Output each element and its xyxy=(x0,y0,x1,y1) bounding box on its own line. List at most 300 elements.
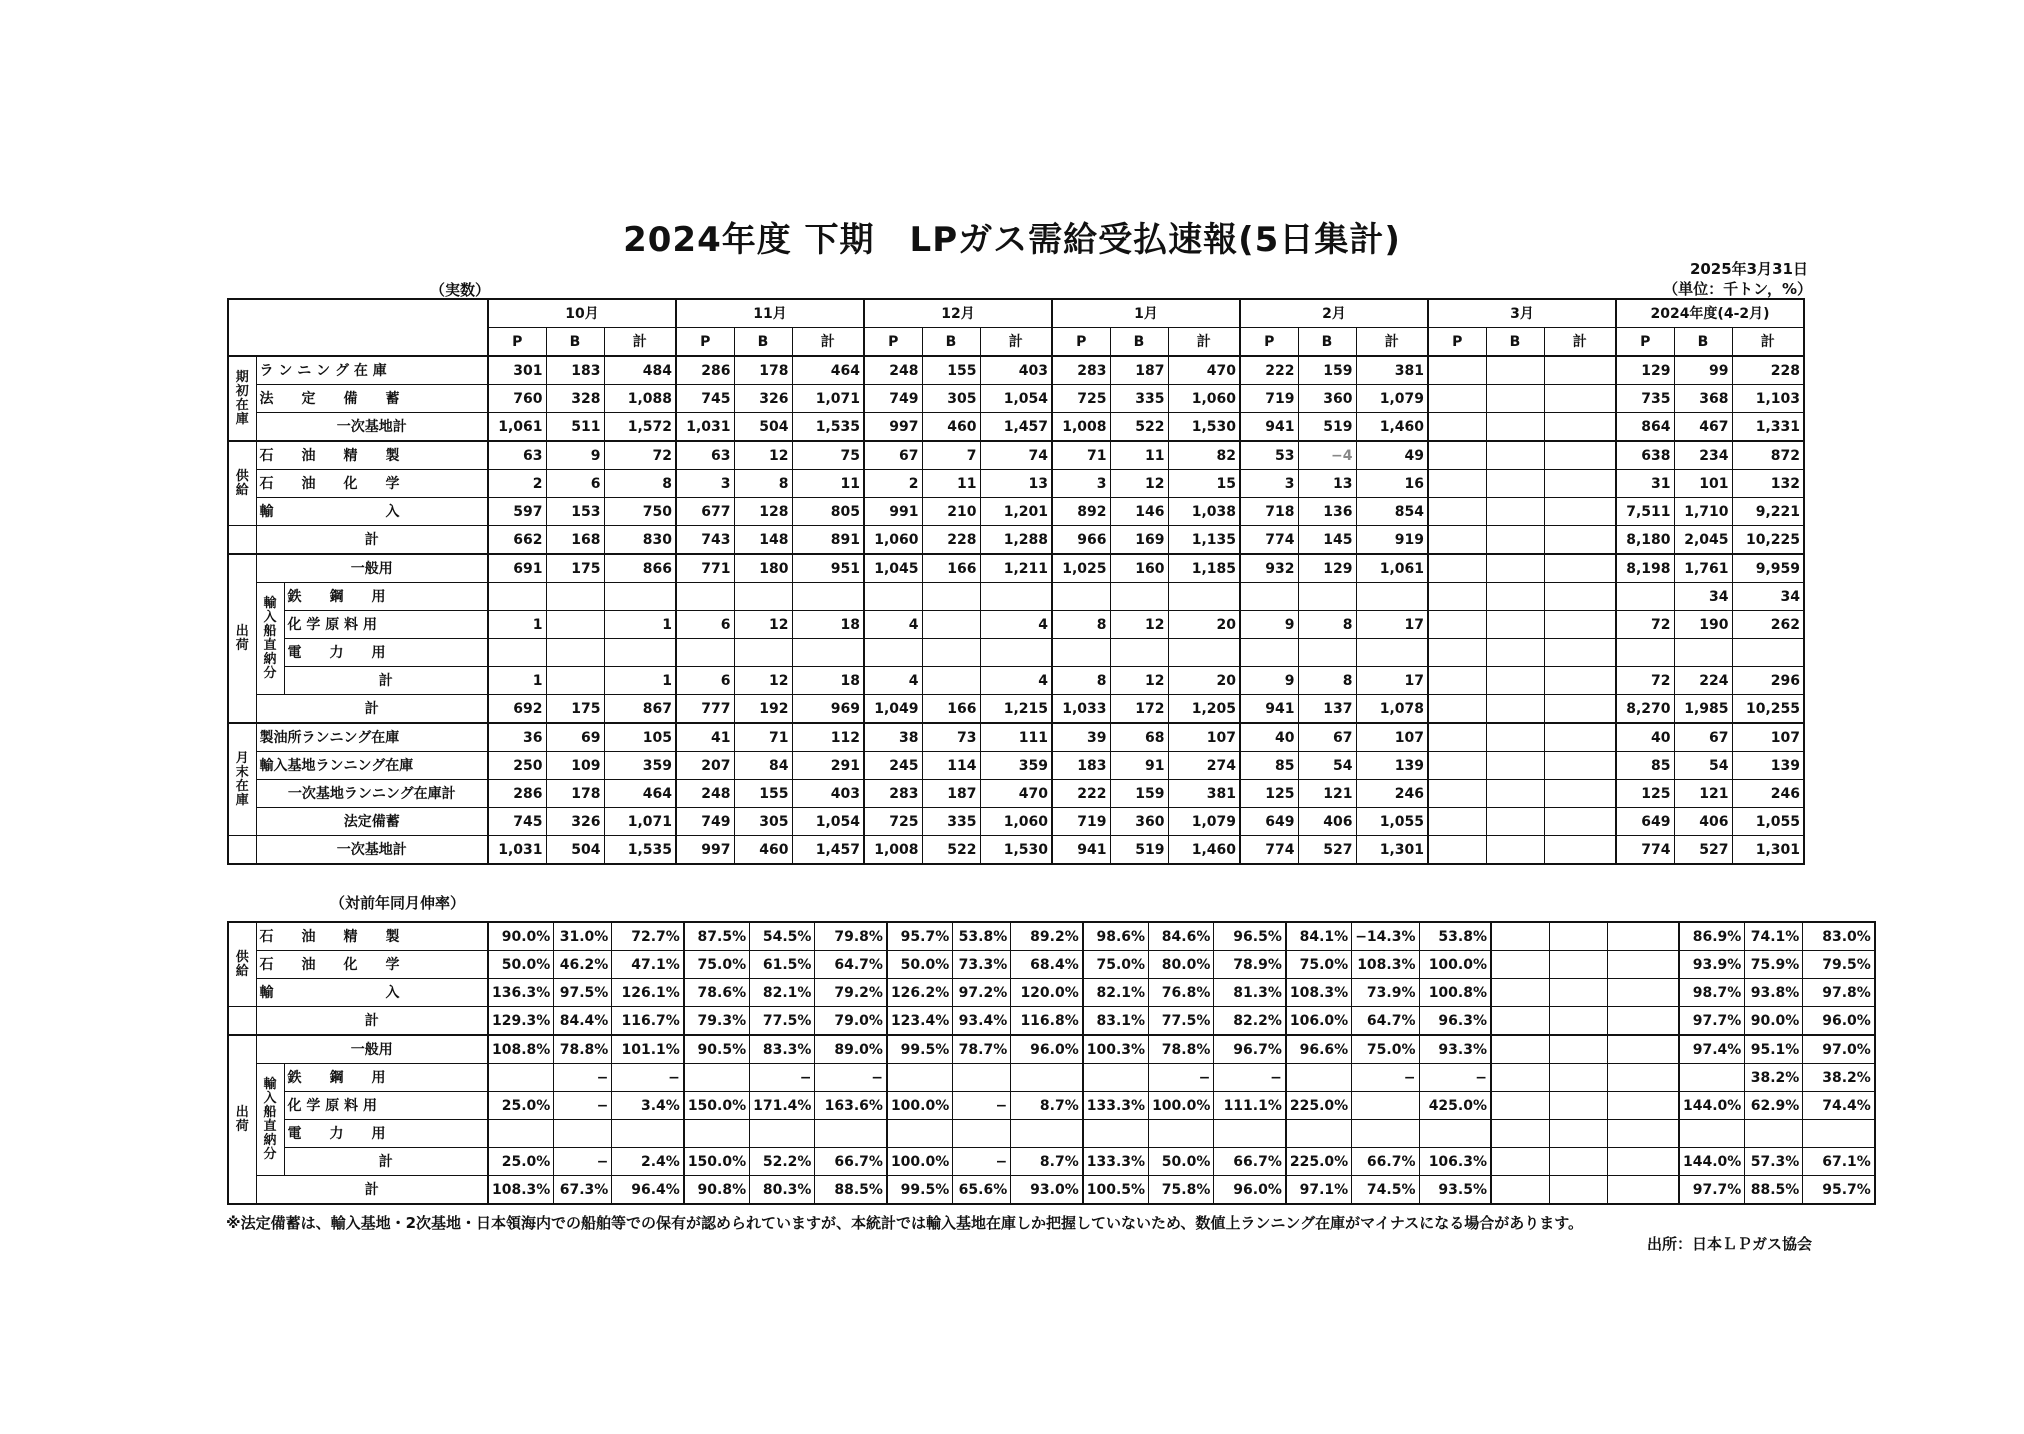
value-cell xyxy=(1607,1148,1679,1176)
value-cell: 1,061 xyxy=(488,413,546,442)
value-cell xyxy=(1616,583,1674,611)
value-cell: 146 xyxy=(1110,498,1168,526)
subheader-cell: P xyxy=(676,328,734,357)
value-cell: 224 xyxy=(1674,667,1732,695)
value-cell: 72.7% xyxy=(612,922,684,951)
value-cell: 64.7% xyxy=(1352,1007,1419,1036)
value-cell: 470 xyxy=(1168,356,1240,385)
value-cell xyxy=(1607,1064,1679,1092)
value-cell: 997 xyxy=(864,413,922,442)
value-cell: 54.5% xyxy=(750,922,815,951)
row-label: 計 xyxy=(284,667,488,695)
value-cell: 13 xyxy=(980,470,1052,498)
value-cell: 97.4% xyxy=(1679,1035,1745,1064)
value-cell xyxy=(864,583,922,611)
value-cell: 192 xyxy=(734,695,792,724)
value-cell xyxy=(1549,1092,1607,1120)
value-cell: 2 xyxy=(488,470,546,498)
value-cell: 1,460 xyxy=(1356,413,1428,442)
value-cell: 504 xyxy=(734,413,792,442)
subheader-cell: B xyxy=(546,328,604,357)
value-cell: 291 xyxy=(792,752,864,780)
value-cell: 1,331 xyxy=(1732,413,1804,442)
section-label-closing-stock: 月 末 在 庫 xyxy=(228,723,256,836)
row-label: 一次基地計 xyxy=(256,836,488,865)
value-cell: 40 xyxy=(1616,723,1674,752)
value-cell: 88.5% xyxy=(1745,1176,1803,1205)
value-cell: 222 xyxy=(1052,780,1110,808)
value-cell: 1,205 xyxy=(1168,695,1240,724)
value-cell xyxy=(1544,808,1616,836)
value-cell: 360 xyxy=(1298,385,1356,413)
value-cell: 53.8% xyxy=(953,922,1011,951)
value-cell xyxy=(1011,1064,1083,1092)
value-cell: 31 xyxy=(1616,470,1674,498)
value-cell: 66.7% xyxy=(1214,1148,1286,1176)
value-cell: 597 xyxy=(488,498,546,526)
value-cell: 159 xyxy=(1110,780,1168,808)
value-cell: 100.0% xyxy=(1419,951,1491,979)
value-cell: 719 xyxy=(1052,808,1110,836)
value-cell: 96.6% xyxy=(1286,1035,1352,1064)
value-cell xyxy=(1549,1176,1607,1205)
value-cell xyxy=(1110,639,1168,667)
value-cell: 360 xyxy=(1110,808,1168,836)
value-cell: 75.0% xyxy=(1083,951,1149,979)
value-cell: 4 xyxy=(980,667,1052,695)
value-cell xyxy=(1607,1007,1679,1036)
value-cell xyxy=(1356,583,1428,611)
subheader-cell: 計 xyxy=(1732,328,1804,357)
value-cell: 12 xyxy=(1110,667,1168,695)
value-cell: 750 xyxy=(604,498,676,526)
value-cell: 129 xyxy=(1616,356,1674,385)
value-cell: 234 xyxy=(1674,441,1732,470)
value-cell: 136 xyxy=(1298,498,1356,526)
value-cell: 61.5% xyxy=(750,951,815,979)
value-cell: 83.3% xyxy=(750,1035,815,1064)
row-label: 計 xyxy=(256,526,488,555)
value-cell xyxy=(1544,498,1616,526)
value-cell: 100.0% xyxy=(887,1148,953,1176)
value-cell: 187 xyxy=(922,780,980,808)
subheader-cell: P xyxy=(1052,328,1110,357)
value-cell: 3.4% xyxy=(612,1092,684,1120)
value-cell: 9 xyxy=(546,441,604,470)
row-label: 輸 入 xyxy=(256,979,488,1007)
value-cell: 691 xyxy=(488,554,546,583)
value-cell: 78.8% xyxy=(1149,1035,1214,1064)
row-label: 石 油 精 製 xyxy=(256,441,488,470)
growth-rate-label: （対前年同月伸率） xyxy=(330,894,466,912)
value-cell: 96.0% xyxy=(1214,1176,1286,1205)
value-cell: 519 xyxy=(1298,413,1356,442)
value-cell: 4 xyxy=(980,611,1052,639)
value-cell: 159 xyxy=(1298,356,1356,385)
value-cell xyxy=(1486,752,1544,780)
value-cell: 8,270 xyxy=(1616,695,1674,724)
value-cell: 38 xyxy=(864,723,922,752)
value-cell: 93.9% xyxy=(1679,951,1745,979)
value-cell: − xyxy=(554,1064,612,1092)
value-cell: 139 xyxy=(1356,752,1428,780)
value-cell xyxy=(488,639,546,667)
value-cell: 148 xyxy=(734,526,792,555)
value-cell: 745 xyxy=(676,385,734,413)
value-cell: 1 xyxy=(488,667,546,695)
row-label: 電 力 用 xyxy=(284,639,488,667)
value-cell: 41 xyxy=(676,723,734,752)
value-cell: 106.3% xyxy=(1419,1148,1491,1176)
value-cell xyxy=(554,1120,612,1148)
value-cell: 296 xyxy=(1732,667,1804,695)
value-cell: 1,530 xyxy=(980,836,1052,865)
value-cell: 504 xyxy=(546,836,604,865)
value-cell: 68.4% xyxy=(1011,951,1083,979)
value-cell: 638 xyxy=(1616,441,1674,470)
value-cell xyxy=(1549,1007,1607,1036)
value-cell: 111 xyxy=(980,723,1052,752)
row-label: 計 xyxy=(256,695,488,724)
value-cell: 52.2% xyxy=(750,1148,815,1176)
value-cell xyxy=(734,639,792,667)
value-cell: 65.6% xyxy=(953,1176,1011,1205)
value-cell xyxy=(1214,1120,1286,1148)
value-cell xyxy=(1298,639,1356,667)
value-cell xyxy=(1549,951,1607,979)
value-cell: 95.7% xyxy=(887,922,953,951)
value-cell: 25.0% xyxy=(488,1148,554,1176)
value-cell: 207 xyxy=(676,752,734,780)
value-cell: 467 xyxy=(1674,413,1732,442)
value-cell: 84.6% xyxy=(1149,922,1214,951)
value-cell xyxy=(1428,470,1486,498)
value-cell: 1,079 xyxy=(1168,808,1240,836)
value-cell: 108.3% xyxy=(1352,951,1419,979)
value-cell: 100.0% xyxy=(887,1092,953,1120)
value-cell: 3 xyxy=(1052,470,1110,498)
value-cell xyxy=(922,583,980,611)
value-cell xyxy=(1428,752,1486,780)
value-cell: 771 xyxy=(676,554,734,583)
value-cell xyxy=(1549,1035,1607,1064)
subheader-cell: P xyxy=(1428,328,1486,357)
value-cell: 2 xyxy=(864,470,922,498)
value-cell: − xyxy=(1352,1064,1419,1092)
value-cell: 171.4% xyxy=(750,1092,815,1120)
value-cell: 71 xyxy=(1052,441,1110,470)
value-cell: 97.7% xyxy=(1679,1007,1745,1036)
value-cell: 1,049 xyxy=(864,695,922,724)
value-cell: 78.6% xyxy=(684,979,750,1007)
value-cell: 1,457 xyxy=(980,413,1052,442)
value-cell: 178 xyxy=(546,780,604,808)
value-cell xyxy=(815,1120,887,1148)
value-cell: 1,985 xyxy=(1674,695,1732,724)
value-cell xyxy=(488,583,546,611)
value-cell: 677 xyxy=(676,498,734,526)
value-cell: 79.8% xyxy=(815,922,887,951)
value-cell: 470 xyxy=(980,780,1052,808)
value-cell xyxy=(1428,808,1486,836)
value-cell: 210 xyxy=(922,498,980,526)
value-cell: 99.5% xyxy=(887,1176,953,1205)
value-cell: 114 xyxy=(922,752,980,780)
value-cell: 891 xyxy=(792,526,864,555)
value-cell: 1,031 xyxy=(676,413,734,442)
value-cell: 178 xyxy=(734,356,792,385)
value-cell: 72 xyxy=(604,441,676,470)
value-cell xyxy=(1544,667,1616,695)
subheader-cell: P xyxy=(1240,328,1298,357)
value-cell: −14.3% xyxy=(1352,922,1419,951)
value-cell: 20 xyxy=(1168,611,1240,639)
value-cell: 12 xyxy=(734,441,792,470)
value-cell xyxy=(1549,922,1607,951)
value-cell: 88.5% xyxy=(815,1176,887,1205)
value-cell xyxy=(1544,780,1616,808)
value-cell: 7 xyxy=(922,441,980,470)
value-cell xyxy=(1491,1176,1549,1205)
value-cell: 286 xyxy=(488,780,546,808)
value-cell: 175 xyxy=(546,695,604,724)
value-cell: 1,071 xyxy=(604,808,676,836)
value-cell xyxy=(750,1120,815,1148)
month-header: 10月 xyxy=(488,299,676,328)
value-cell: 87.5% xyxy=(684,922,750,951)
row-label: 化 学 原 料 用 xyxy=(284,1092,488,1120)
value-cell xyxy=(1352,1092,1419,1120)
value-cell: 777 xyxy=(676,695,734,724)
value-cell: 79.0% xyxy=(815,1007,887,1036)
value-cell: 108.8% xyxy=(488,1035,554,1064)
row-label: 一般用 xyxy=(256,1035,488,1064)
subheader-cell: P xyxy=(864,328,922,357)
value-cell: 1,572 xyxy=(604,413,676,442)
value-cell: 187 xyxy=(1110,356,1168,385)
value-cell: 425.0% xyxy=(1419,1092,1491,1120)
value-cell: 1,535 xyxy=(604,836,676,865)
value-cell: 1 xyxy=(488,611,546,639)
value-cell xyxy=(1549,1064,1607,1092)
growth-rate-table xyxy=(227,921,1876,1205)
value-cell: 93.4% xyxy=(953,1007,1011,1036)
value-cell xyxy=(1083,1064,1149,1092)
value-cell: 84.4% xyxy=(554,1007,612,1036)
value-cell: 77.5% xyxy=(750,1007,815,1036)
value-cell: 1,288 xyxy=(980,526,1052,555)
value-cell: 121 xyxy=(1298,780,1356,808)
value-cell: − xyxy=(750,1064,815,1092)
value-cell xyxy=(1544,695,1616,724)
value-cell: 155 xyxy=(922,356,980,385)
month-header: 12月 xyxy=(864,299,1052,328)
value-cell: 1,088 xyxy=(604,385,676,413)
value-cell: 919 xyxy=(1356,526,1428,555)
value-cell xyxy=(1607,1092,1679,1120)
value-cell: 63 xyxy=(488,441,546,470)
month-header: 1月 xyxy=(1052,299,1240,328)
value-cell xyxy=(1486,695,1544,724)
value-cell xyxy=(676,583,734,611)
subheader-cell: B xyxy=(1110,328,1168,357)
value-cell xyxy=(1428,583,1486,611)
value-cell xyxy=(1607,979,1679,1007)
value-cell: 1,071 xyxy=(792,385,864,413)
value-cell: 743 xyxy=(676,526,734,555)
value-cell: 864 xyxy=(1616,413,1674,442)
value-cell: 1,033 xyxy=(1052,695,1110,724)
row-label: 鉄 鋼 用 xyxy=(284,583,488,611)
value-cell: 72 xyxy=(1616,667,1674,695)
value-cell: 39 xyxy=(1052,723,1110,752)
value-cell xyxy=(684,1064,750,1092)
value-cell xyxy=(546,583,604,611)
value-cell: 163.6% xyxy=(815,1092,887,1120)
value-cell: 95.1% xyxy=(1745,1035,1803,1064)
value-cell: 228 xyxy=(922,526,980,555)
value-cell: 125 xyxy=(1240,780,1298,808)
value-cell xyxy=(922,639,980,667)
value-cell: 2,045 xyxy=(1674,526,1732,555)
row-label: 石 油 精 製 xyxy=(256,922,488,951)
value-cell: 464 xyxy=(604,780,676,808)
value-cell: 13 xyxy=(1298,470,1356,498)
value-cell: 830 xyxy=(604,526,676,555)
value-cell: 692 xyxy=(488,695,546,724)
value-cell: 133.3% xyxy=(1083,1092,1149,1120)
value-cell: 82.1% xyxy=(750,979,815,1007)
value-cell xyxy=(1679,1064,1745,1092)
value-cell: 67.1% xyxy=(1803,1148,1875,1176)
value-cell: 75.0% xyxy=(1352,1035,1419,1064)
value-cell: 90.0% xyxy=(1745,1007,1803,1036)
value-cell xyxy=(1544,583,1616,611)
section-label-supply-growth: 供 給 xyxy=(228,922,256,1007)
value-cell: 854 xyxy=(1356,498,1428,526)
value-cell: 74.4% xyxy=(1803,1092,1875,1120)
value-cell: 246 xyxy=(1356,780,1428,808)
value-cell xyxy=(1544,356,1616,385)
value-cell: 1,079 xyxy=(1356,385,1428,413)
value-cell xyxy=(1428,780,1486,808)
value-cell: 1,060 xyxy=(864,526,922,555)
section-label-shipment: 出 荷 xyxy=(228,554,256,723)
value-cell: 153 xyxy=(546,498,604,526)
value-cell: 966 xyxy=(1052,526,1110,555)
value-cell: 101 xyxy=(1674,470,1732,498)
value-cell: 46.2% xyxy=(554,951,612,979)
value-cell xyxy=(1491,951,1549,979)
value-cell xyxy=(1544,413,1616,442)
value-cell xyxy=(734,583,792,611)
value-cell: 66.7% xyxy=(1352,1148,1419,1176)
value-cell: 527 xyxy=(1298,836,1356,865)
value-cell: 96.7% xyxy=(1214,1035,1286,1064)
value-cell: 1 xyxy=(604,611,676,639)
value-cell: − xyxy=(612,1064,684,1092)
row-label: 法定備蓄 xyxy=(256,808,488,836)
value-cell xyxy=(1491,922,1549,951)
value-cell: 120.0% xyxy=(1011,979,1083,1007)
value-cell: 74.5% xyxy=(1352,1176,1419,1205)
value-cell: 84.1% xyxy=(1286,922,1352,951)
value-cell: 107 xyxy=(1732,723,1804,752)
value-cell: 1,078 xyxy=(1356,695,1428,724)
value-cell xyxy=(1607,951,1679,979)
value-cell: 932 xyxy=(1240,554,1298,583)
value-cell: 951 xyxy=(792,554,864,583)
subheader-cell: B xyxy=(1486,328,1544,357)
value-cell: 406 xyxy=(1674,808,1732,836)
value-cell: 116.7% xyxy=(612,1007,684,1036)
header-corner xyxy=(228,299,488,356)
value-cell: 1,060 xyxy=(1168,385,1240,413)
value-cell: 9,959 xyxy=(1732,554,1804,583)
value-cell xyxy=(546,611,604,639)
value-cell: 98.6% xyxy=(1083,922,1149,951)
value-cell xyxy=(1486,356,1544,385)
value-cell: 1,008 xyxy=(864,836,922,865)
value-cell: 96.3% xyxy=(1419,1007,1491,1036)
value-cell: 180 xyxy=(734,554,792,583)
value-cell: − xyxy=(554,1092,612,1120)
value-cell: 168 xyxy=(546,526,604,555)
value-cell: 522 xyxy=(922,836,980,865)
value-cell: 93.8% xyxy=(1745,979,1803,1007)
value-cell: 85 xyxy=(1240,752,1298,780)
value-cell: 112 xyxy=(792,723,864,752)
subheader-cell: 計 xyxy=(1356,328,1428,357)
value-cell: 20 xyxy=(1168,667,1240,695)
value-cell: − xyxy=(1214,1064,1286,1092)
value-cell xyxy=(1544,554,1616,583)
subheader-cell: B xyxy=(1298,328,1356,357)
value-cell: 1,060 xyxy=(980,808,1052,836)
value-cell: 96.4% xyxy=(612,1176,684,1205)
value-cell: 1,710 xyxy=(1674,498,1732,526)
value-cell xyxy=(1428,836,1486,865)
value-cell: 749 xyxy=(676,808,734,836)
value-cell: 90.0% xyxy=(488,922,554,951)
value-cell: 719 xyxy=(1240,385,1298,413)
value-cell: 774 xyxy=(1616,836,1674,865)
value-cell: 1,055 xyxy=(1356,808,1428,836)
value-cell: − xyxy=(953,1148,1011,1176)
value-cell: 150.0% xyxy=(684,1148,750,1176)
value-cell: 150.0% xyxy=(684,1092,750,1120)
value-cell: 12 xyxy=(734,611,792,639)
blank-cell xyxy=(228,526,256,555)
value-cell: 71 xyxy=(734,723,792,752)
value-cell xyxy=(1607,1120,1679,1148)
month-header: 3月 xyxy=(1428,299,1616,328)
footnote: ※法定備蓄は、輸入基地・2次基地・日本領海内での船舶等での保有が認められていますが、本統計では輸入基地在庫しか把握していないため、数値上ランニング在庫がマイナスになる場合があります。 xyxy=(226,1214,1584,1232)
value-cell xyxy=(1491,1064,1549,1092)
value-cell: 98.7% xyxy=(1679,979,1745,1007)
subheader-cell: 計 xyxy=(792,328,864,357)
value-cell xyxy=(1428,639,1486,667)
value-cell: 169 xyxy=(1110,526,1168,555)
value-cell: 460 xyxy=(922,413,980,442)
value-cell: 8 xyxy=(1298,611,1356,639)
value-cell: 11 xyxy=(792,470,864,498)
value-cell xyxy=(1549,979,1607,1007)
value-cell xyxy=(546,639,604,667)
value-cell: 662 xyxy=(488,526,546,555)
value-cell: 12 xyxy=(734,667,792,695)
value-cell xyxy=(1732,639,1804,667)
